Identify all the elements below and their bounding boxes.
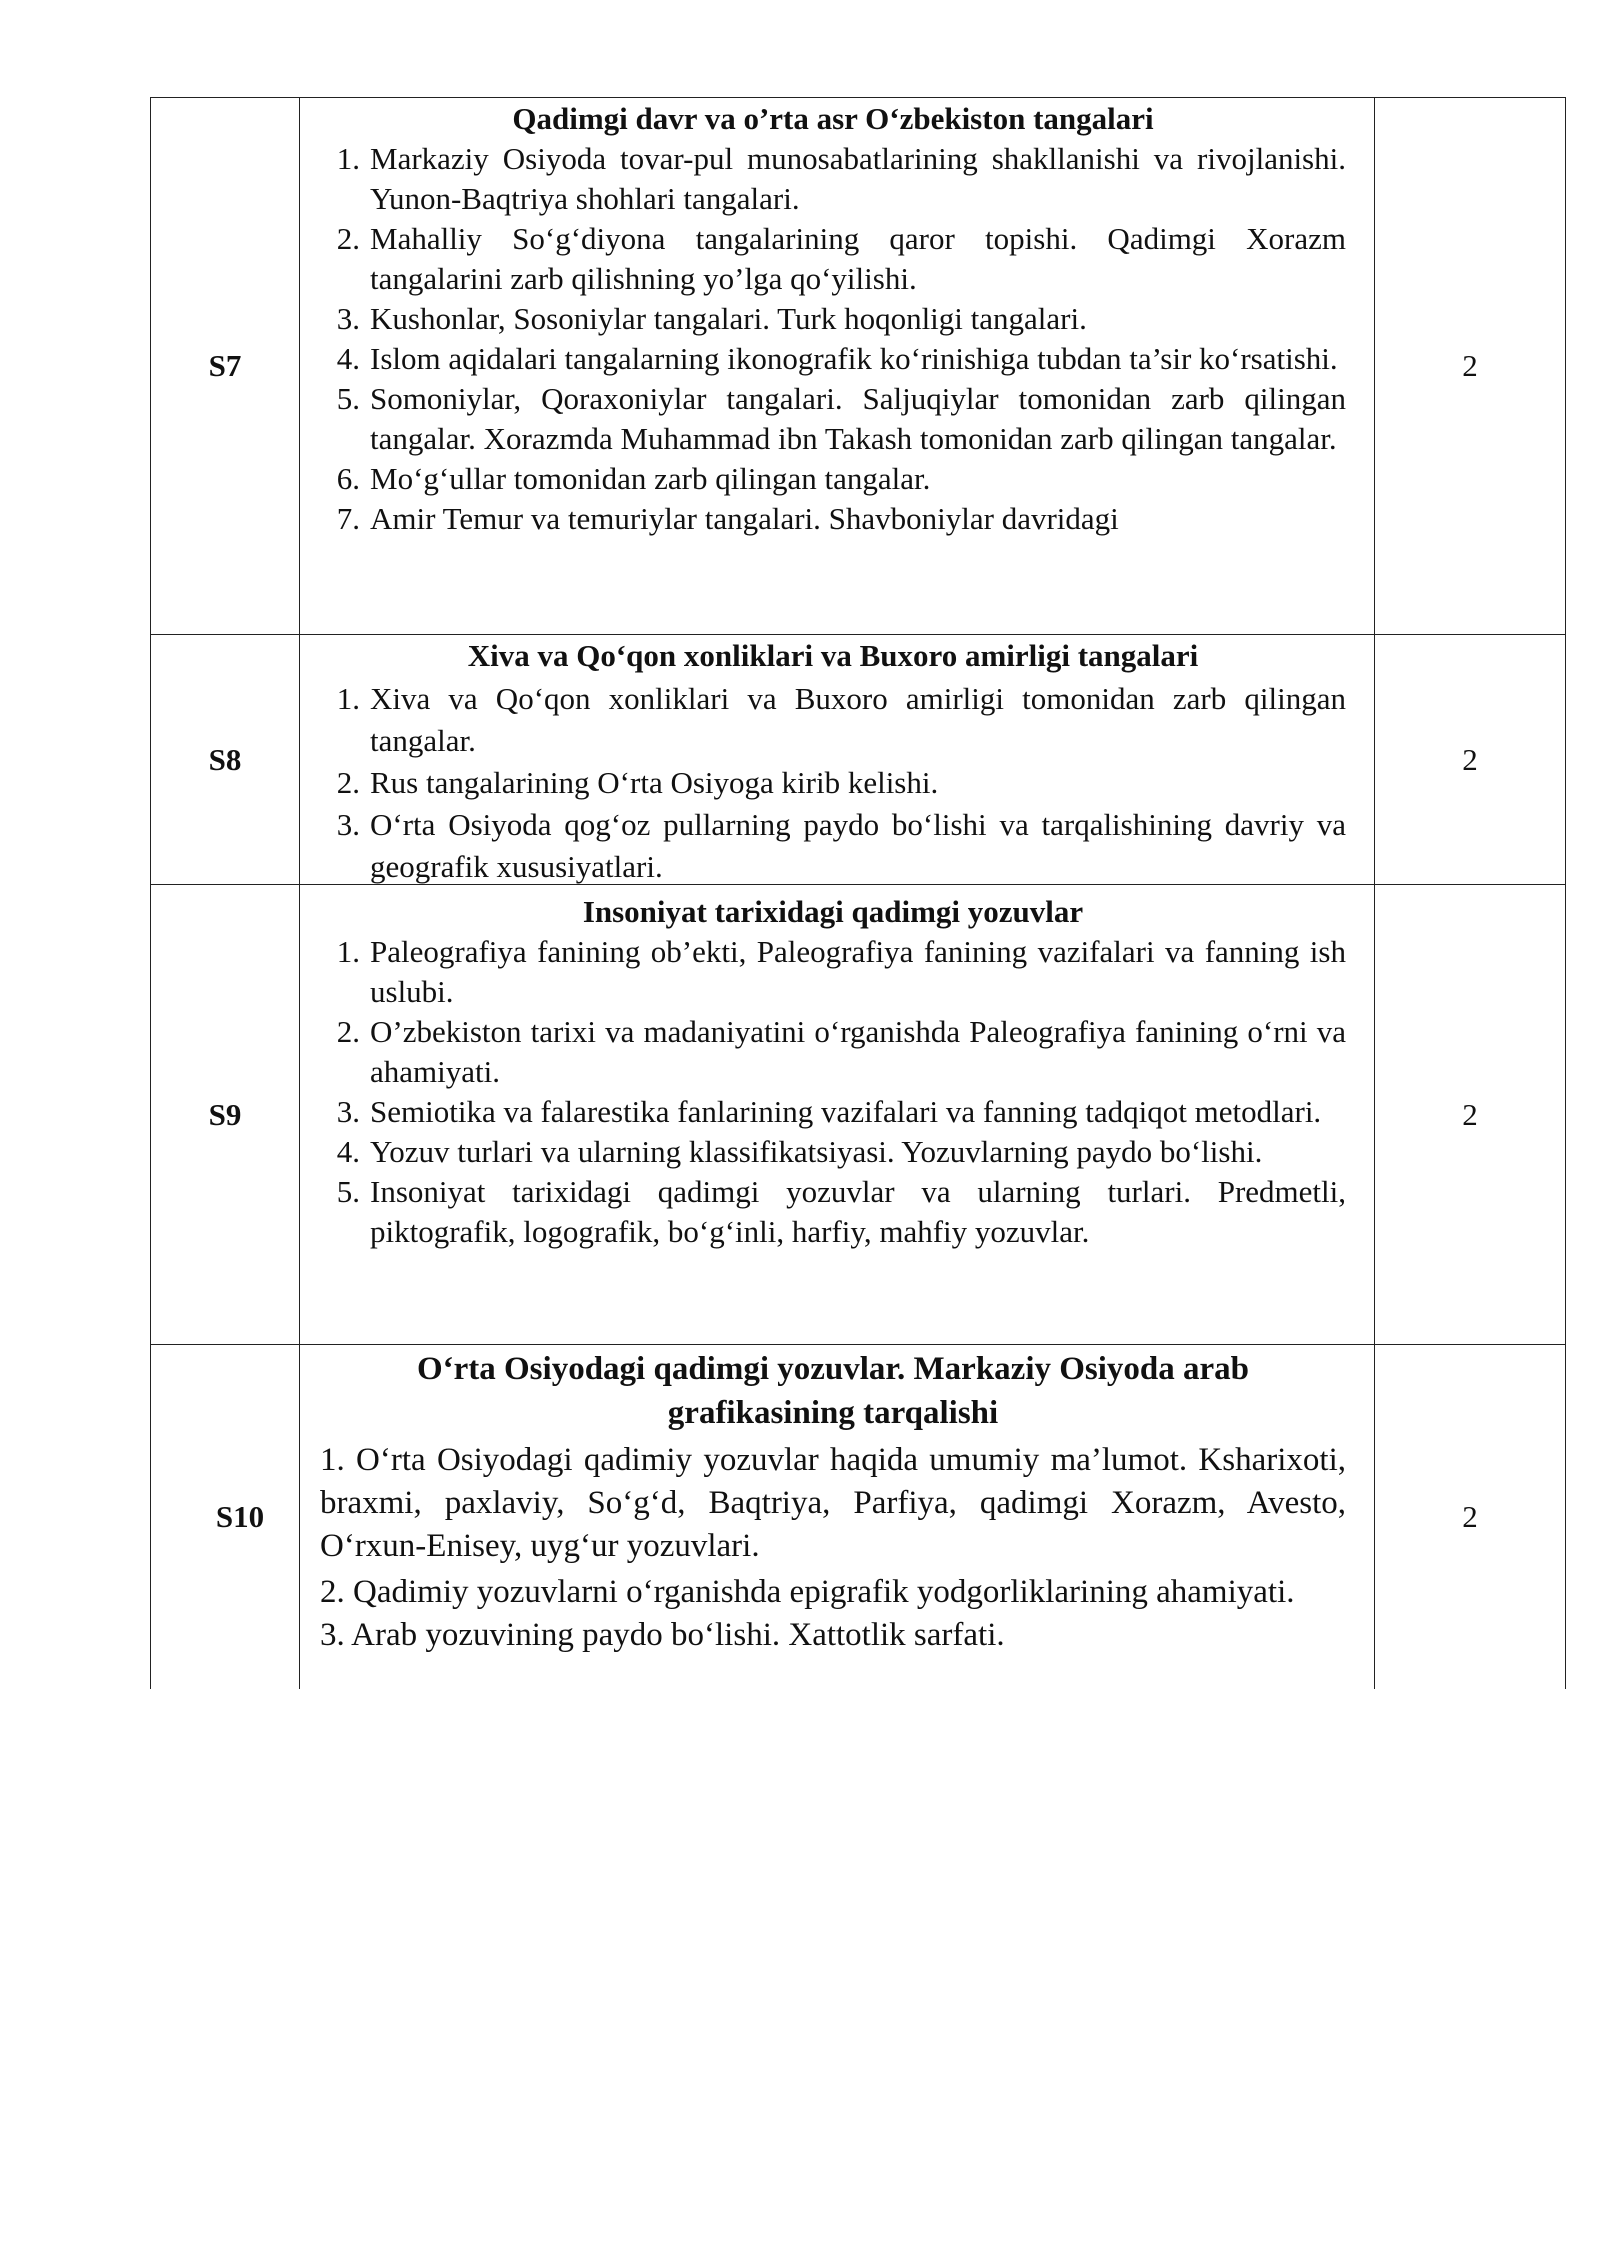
table-row-s8 — [151, 635, 1566, 885]
topic-list — [320, 932, 1346, 1252]
table-row-s9 — [151, 885, 1566, 1345]
row-hours: 2 — [1375, 885, 1566, 1345]
table-row-s7 — [151, 98, 1566, 635]
list-item: 2. O’zbekiston tarixi va madaniyatini o‘rganishda Paleografiya fanining o‘rni va ahamiyati. — [336, 1013, 1346, 1089]
row-code: S8 — [151, 635, 300, 885]
row-code: S9 — [151, 885, 300, 1345]
list-item: 7. Amir Temur va temuriylar tangalari. Shavboniylar davridagi — [336, 500, 1119, 536]
table-row-s10 — [151, 1345, 1566, 1690]
row-content — [300, 635, 1375, 885]
list-item: 5. Insoniyat tarixidagi qadimgi yozuvlar va ularning turlari. Predmetli, piktografik, logografik, bo‘g‘inli, harfiy, mahfiy yozuvlar. — [336, 1173, 1346, 1249]
paragraph: 3. Arab yozuvining paydo bo‘lishi. Xattotlik sarfati. — [320, 1617, 1005, 1653]
row-hours: 2 — [1375, 1345, 1566, 1690]
list-item: 4. Yozuv turlari va ularning klassifikatsiyasi. Yozuvlarning paydo bo‘lishi. — [336, 1133, 1263, 1169]
row-hours: 2 — [1375, 98, 1566, 635]
row-content — [300, 98, 1375, 635]
row-content — [300, 1345, 1375, 1690]
list-item: 4. Islom aqidalari tangalarning ikonografik ko‘rinishiga tubdan ta’sir ko‘rsatishi. — [336, 340, 1338, 376]
list-item: 1. Xiva va Qo‘qon xonliklari va Buxoro amirligi tomonidan zarb qilingan tangalar. — [336, 680, 1346, 758]
row-content — [300, 885, 1375, 1345]
row-title: Insoniyat tarixidagi qadimgi yozuvlar — [582, 893, 1084, 929]
list-item: 2. Rus tangalarining O‘rta Osiyoga kirib kelishi. — [336, 764, 939, 800]
list-item: 2. Mahalliy So‘g‘diyona tangalarining qaror topishi. Qadimgi Xorazm tangalarini zarb qilishning yo’lga qo‘yilishi. — [336, 220, 1346, 296]
list-item: 1. Markaziy Osiyoda tovar-pul munosabatlarining shakllanishi va rivojlanishi. Yunon-Baqtriya shohlari tangalari. — [336, 140, 1346, 216]
paragraph: 2. Qadimiy yozuvlarni o‘rganishda epigrafik yodgorliklarining ahamiyati. — [320, 1574, 1295, 1610]
row-code: S7 — [151, 98, 300, 635]
topic-list — [320, 678, 1346, 884]
topic-list — [320, 139, 1346, 539]
row-title: O‘rta Osiyodagi qadimgi yozuvlar. Markaziy Osiyoda arab grafikasining tarqalishi — [416, 1351, 1250, 1431]
row-hours: 2 — [1375, 635, 1566, 885]
list-item: 5. Somoniylar, Qoraxoniylar tangalari. Saljuqiylar tomonidan zarb qilingan tangalar. Xorazmda Muhammad ibn Takash tomonidan zarb qilingan tangalar. — [336, 380, 1346, 456]
row-code: S10 — [151, 1345, 300, 1690]
list-item: 6. Mo‘g‘ullar tomonidan zarb qilingan tangalar. — [336, 460, 931, 496]
list-item: 3. Semiotika va falarestika fanlarining vazifalari va fanning tadqiqot metodlari. — [336, 1093, 1322, 1129]
list-item: 3. Kushonlar, Sosoniylar tangalari. Turk hoqonligi tangalari. — [336, 300, 1087, 336]
curriculum-table — [150, 97, 1566, 1689]
list-item: 3. O‘rta Osiyoda qog‘oz pullarning paydo bo‘lishi va tarqalishining davriy va geografik xususiyatlari. — [336, 806, 1346, 884]
list-item: 1. Paleografiya fanining ob’ekti, Paleografiya fanining vazifalari va fanning ish uslubi. — [336, 933, 1346, 1009]
row-title: Qadimgi davr va o’rta asr O‘zbekiston tangalari — [512, 100, 1154, 136]
paragraph: 1. O‘rta Osiyodagi qadimiy yozuvlar haqida umumiy ma’lumot. Ksharixoti, braxmi, paxlaviy, So‘g‘d, Baqtriya, Parfiya, qadimgi Xorazm, Avesto, O‘rxun-Enisey, uyg‘ur yozuvlari. — [320, 1442, 1346, 1564]
row-title: Xiva va Qo‘qon xonliklari va Buxoro amirligi tangalari — [467, 637, 1199, 673]
